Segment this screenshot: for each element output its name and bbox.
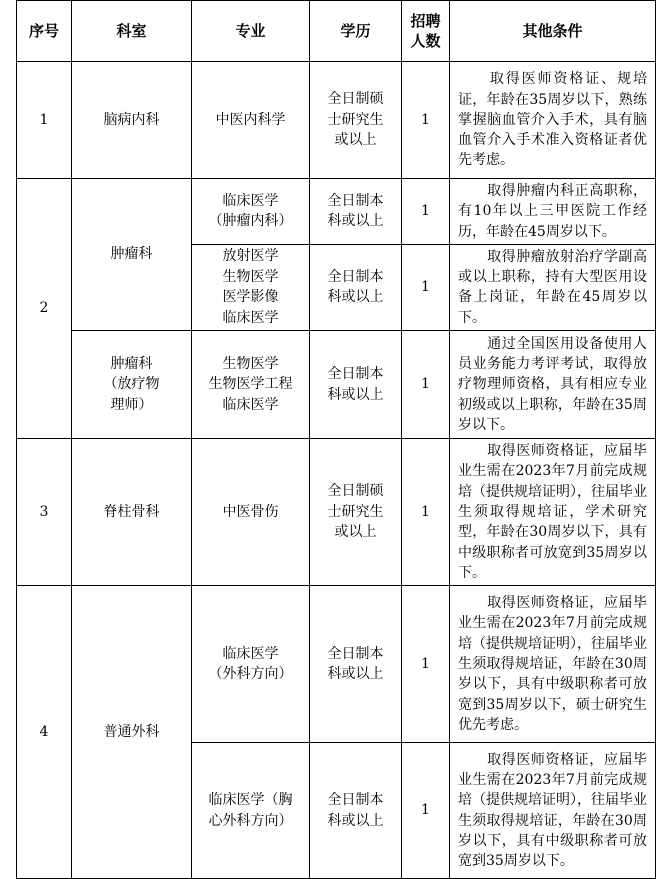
count-cell: 1	[402, 331, 450, 439]
major-cell: 中医内科学	[192, 62, 310, 179]
header-seq: 序号	[17, 1, 72, 62]
dept-cell: 肿瘤科 （放疗物 理师）	[72, 331, 192, 439]
table-row	[17, 586, 656, 743]
conditions-cell: 取得肿瘤放射治疗学副高或以上职称，持有大型医用设备上岗证，年龄在45周岁以下。	[450, 244, 656, 330]
header-education: 学历	[310, 1, 402, 62]
education-cell: 全日制硕 士研究生 或以上	[310, 439, 402, 586]
education-cell: 全日制硕 士研究生 或以上	[310, 62, 402, 179]
conditions-cell: 取得医师资格证，应届毕业生需在2023年7月前完成规培（提供规培证明），往届毕业生须取得规培证，学术研究型，年龄在30周岁以下，具有中级职称者可放宽到35周岁以下。	[450, 439, 656, 586]
major-cell: 放射医学 生物医学 医学影像 临床医学	[192, 244, 310, 330]
seq-cell: 2	[17, 179, 72, 439]
recruitment-table	[16, 0, 656, 879]
education-cell: 全日制本 科或以上	[310, 743, 402, 879]
header-major: 专业	[192, 1, 310, 62]
dept-cell: 肿瘤科	[72, 179, 192, 331]
count-cell: 1	[402, 244, 450, 330]
header-dept: 科室	[72, 1, 192, 62]
conditions-cell: 取得医师资格证，应届毕业生需在2023年7月前完成规培（提供规培证明），往届毕业生须取得规培证，年龄在30周岁以下，具有中级职称者可放宽到35周岁以下。	[450, 743, 656, 879]
count-cell: 1	[402, 586, 450, 743]
count-cell: 1	[402, 439, 450, 586]
dept-cell: 脊柱骨科	[72, 439, 192, 586]
major-cell: 临床医学（胸 心外科方向）	[192, 743, 310, 879]
table-row	[17, 439, 656, 586]
header-conditions: 其他条件	[450, 1, 656, 62]
count-cell: 1	[402, 179, 450, 245]
conditions-cell: 通过全国医用设备使用人员业务能力考评考试，取得放疗物理师资格，具有相应专业初级或以上职称，年龄在35周岁以下。	[450, 331, 656, 439]
conditions-cell: 取得肿瘤内科正高职称，有10年以上三甲医院工作经历，年龄在45周岁以下。	[450, 179, 656, 245]
table-row	[17, 62, 656, 179]
table-header-row	[17, 1, 656, 62]
major-cell: 临床医学 （外科方向）	[192, 586, 310, 743]
seq-cell: 4	[17, 586, 72, 879]
major-cell: 中医骨伤	[192, 439, 310, 586]
seq-cell: 3	[17, 439, 72, 586]
count-cell: 1	[402, 743, 450, 879]
table-row	[17, 179, 656, 245]
seq-cell: 1	[17, 62, 72, 179]
dept-cell: 普通外科	[72, 586, 192, 879]
education-cell: 全日制本 科或以上	[310, 179, 402, 245]
dept-cell: 脑病内科	[72, 62, 192, 179]
education-cell: 全日制本 科或以上	[310, 586, 402, 743]
conditions-cell: 取得医师资格证，应届毕业生需在2023年7月前完成规培（提供规培证明），往届毕业生须取得规培证，年龄在30周岁以下，具有中级职称者可放宽到35周岁以下，硕士研究生优先考虑。	[450, 586, 656, 743]
count-cell: 1	[402, 62, 450, 179]
conditions-cell: 取得医师资格证、规培证，年龄在35周岁以下，熟练掌握脑血管介入手术，具有脑血管介入手术准入资格证者优先考虑。	[450, 62, 656, 179]
major-cell: 临床医学 （肿瘤内科）	[192, 179, 310, 245]
education-cell: 全日制本 科或以上	[310, 244, 402, 330]
table-row	[17, 331, 656, 439]
major-cell: 生物医学 生物医学工程 临床医学	[192, 331, 310, 439]
header-count: 招聘 人数	[402, 1, 450, 62]
education-cell: 全日制本 科或以上	[310, 331, 402, 439]
